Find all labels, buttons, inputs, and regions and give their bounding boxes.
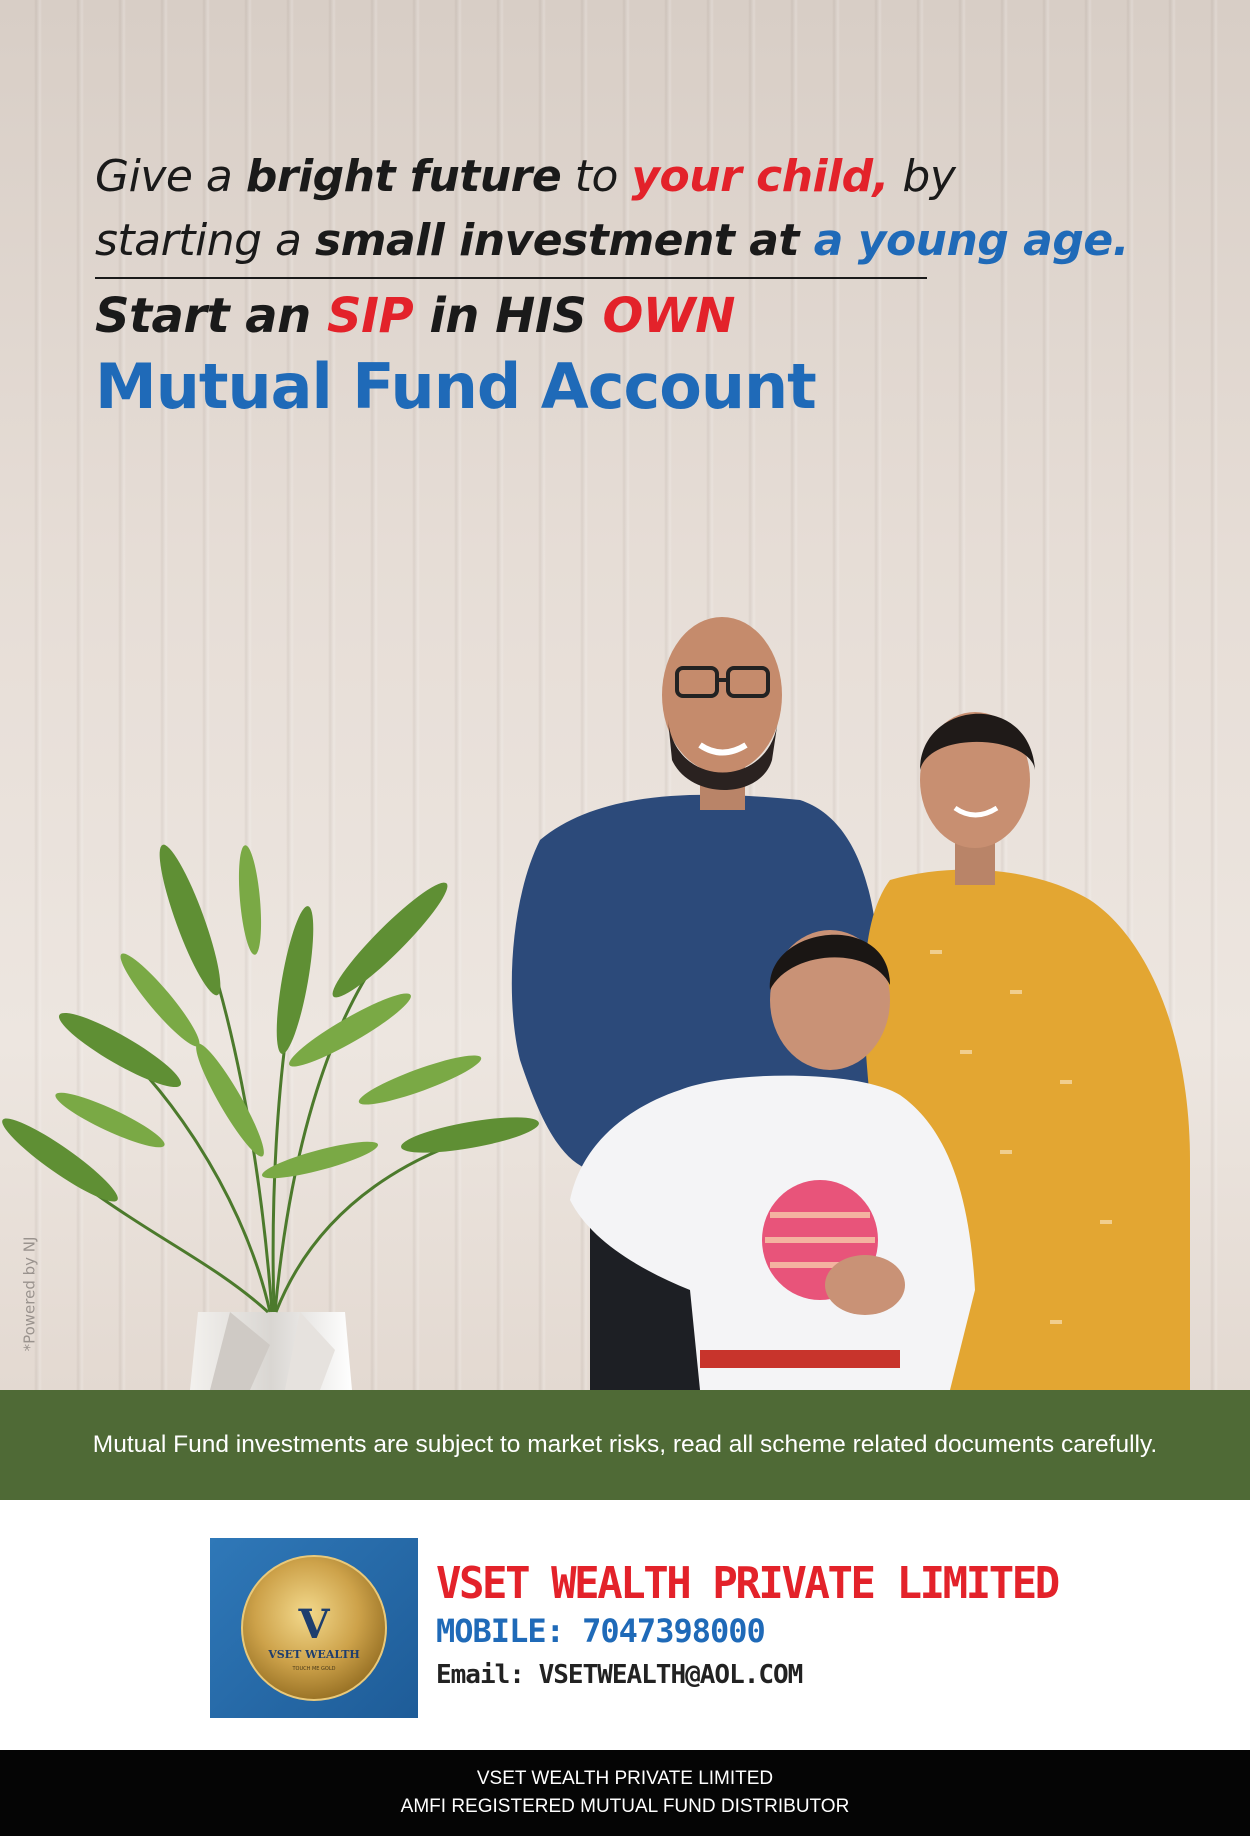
headline-text: by xyxy=(888,151,956,202)
cta-own: OWN xyxy=(602,288,735,344)
disclaimer-band xyxy=(0,1390,1250,1500)
headline-highlight-red: your child, xyxy=(631,151,889,202)
headline-divider xyxy=(95,277,927,279)
cta-sip: SIP xyxy=(327,288,414,344)
cta-text: Start an xyxy=(95,288,328,344)
headline-emphasis: bright future xyxy=(245,151,562,202)
company-logo xyxy=(210,1538,418,1718)
cta-text: in xyxy=(413,288,496,344)
footer-registration: AMFI REGISTERED MUTUAL FUND DISTRIBUTOR xyxy=(400,1796,850,1817)
powered-by-label: *Powered by NJ xyxy=(20,1236,39,1352)
headline xyxy=(95,145,1135,273)
headline-text: starting a xyxy=(95,215,315,266)
mobile-number[interactable]: MOBILE: 7047398000 xyxy=(436,1612,765,1650)
plant xyxy=(0,840,541,1390)
headline-text: Give a xyxy=(95,151,246,202)
footer-company: VSET WEALTH PRIVATE LIMITED xyxy=(476,1768,774,1789)
cta-text: HIS xyxy=(495,288,603,344)
logo-medallion xyxy=(210,1538,418,1718)
headline-text: to xyxy=(561,151,632,202)
email-address[interactable]: Email: VSETWEALTH@AOL.COM xyxy=(436,1660,803,1690)
logo-name: VSET WEALTH xyxy=(268,1648,360,1661)
cta-mutual-fund-account: Mutual Fund Account xyxy=(95,350,816,423)
company-name: VSET WEALTH PRIVATE LIMITED xyxy=(436,1558,1058,1609)
cta-start-line xyxy=(95,288,735,344)
logo-letter: V xyxy=(298,1601,330,1648)
logo-tagline: TOUCH ME GOLD xyxy=(292,1666,336,1672)
headline-emphasis: small investment at xyxy=(314,215,814,266)
headline-line-2 xyxy=(95,209,1135,273)
headline-line-1 xyxy=(95,145,1135,209)
footer xyxy=(0,1750,1250,1836)
disclaimer-text: Mutual Fund investments are subject to market risks, read all scheme related documents carefully. xyxy=(92,1431,1158,1458)
headline-highlight-blue: a young age. xyxy=(813,215,1129,266)
